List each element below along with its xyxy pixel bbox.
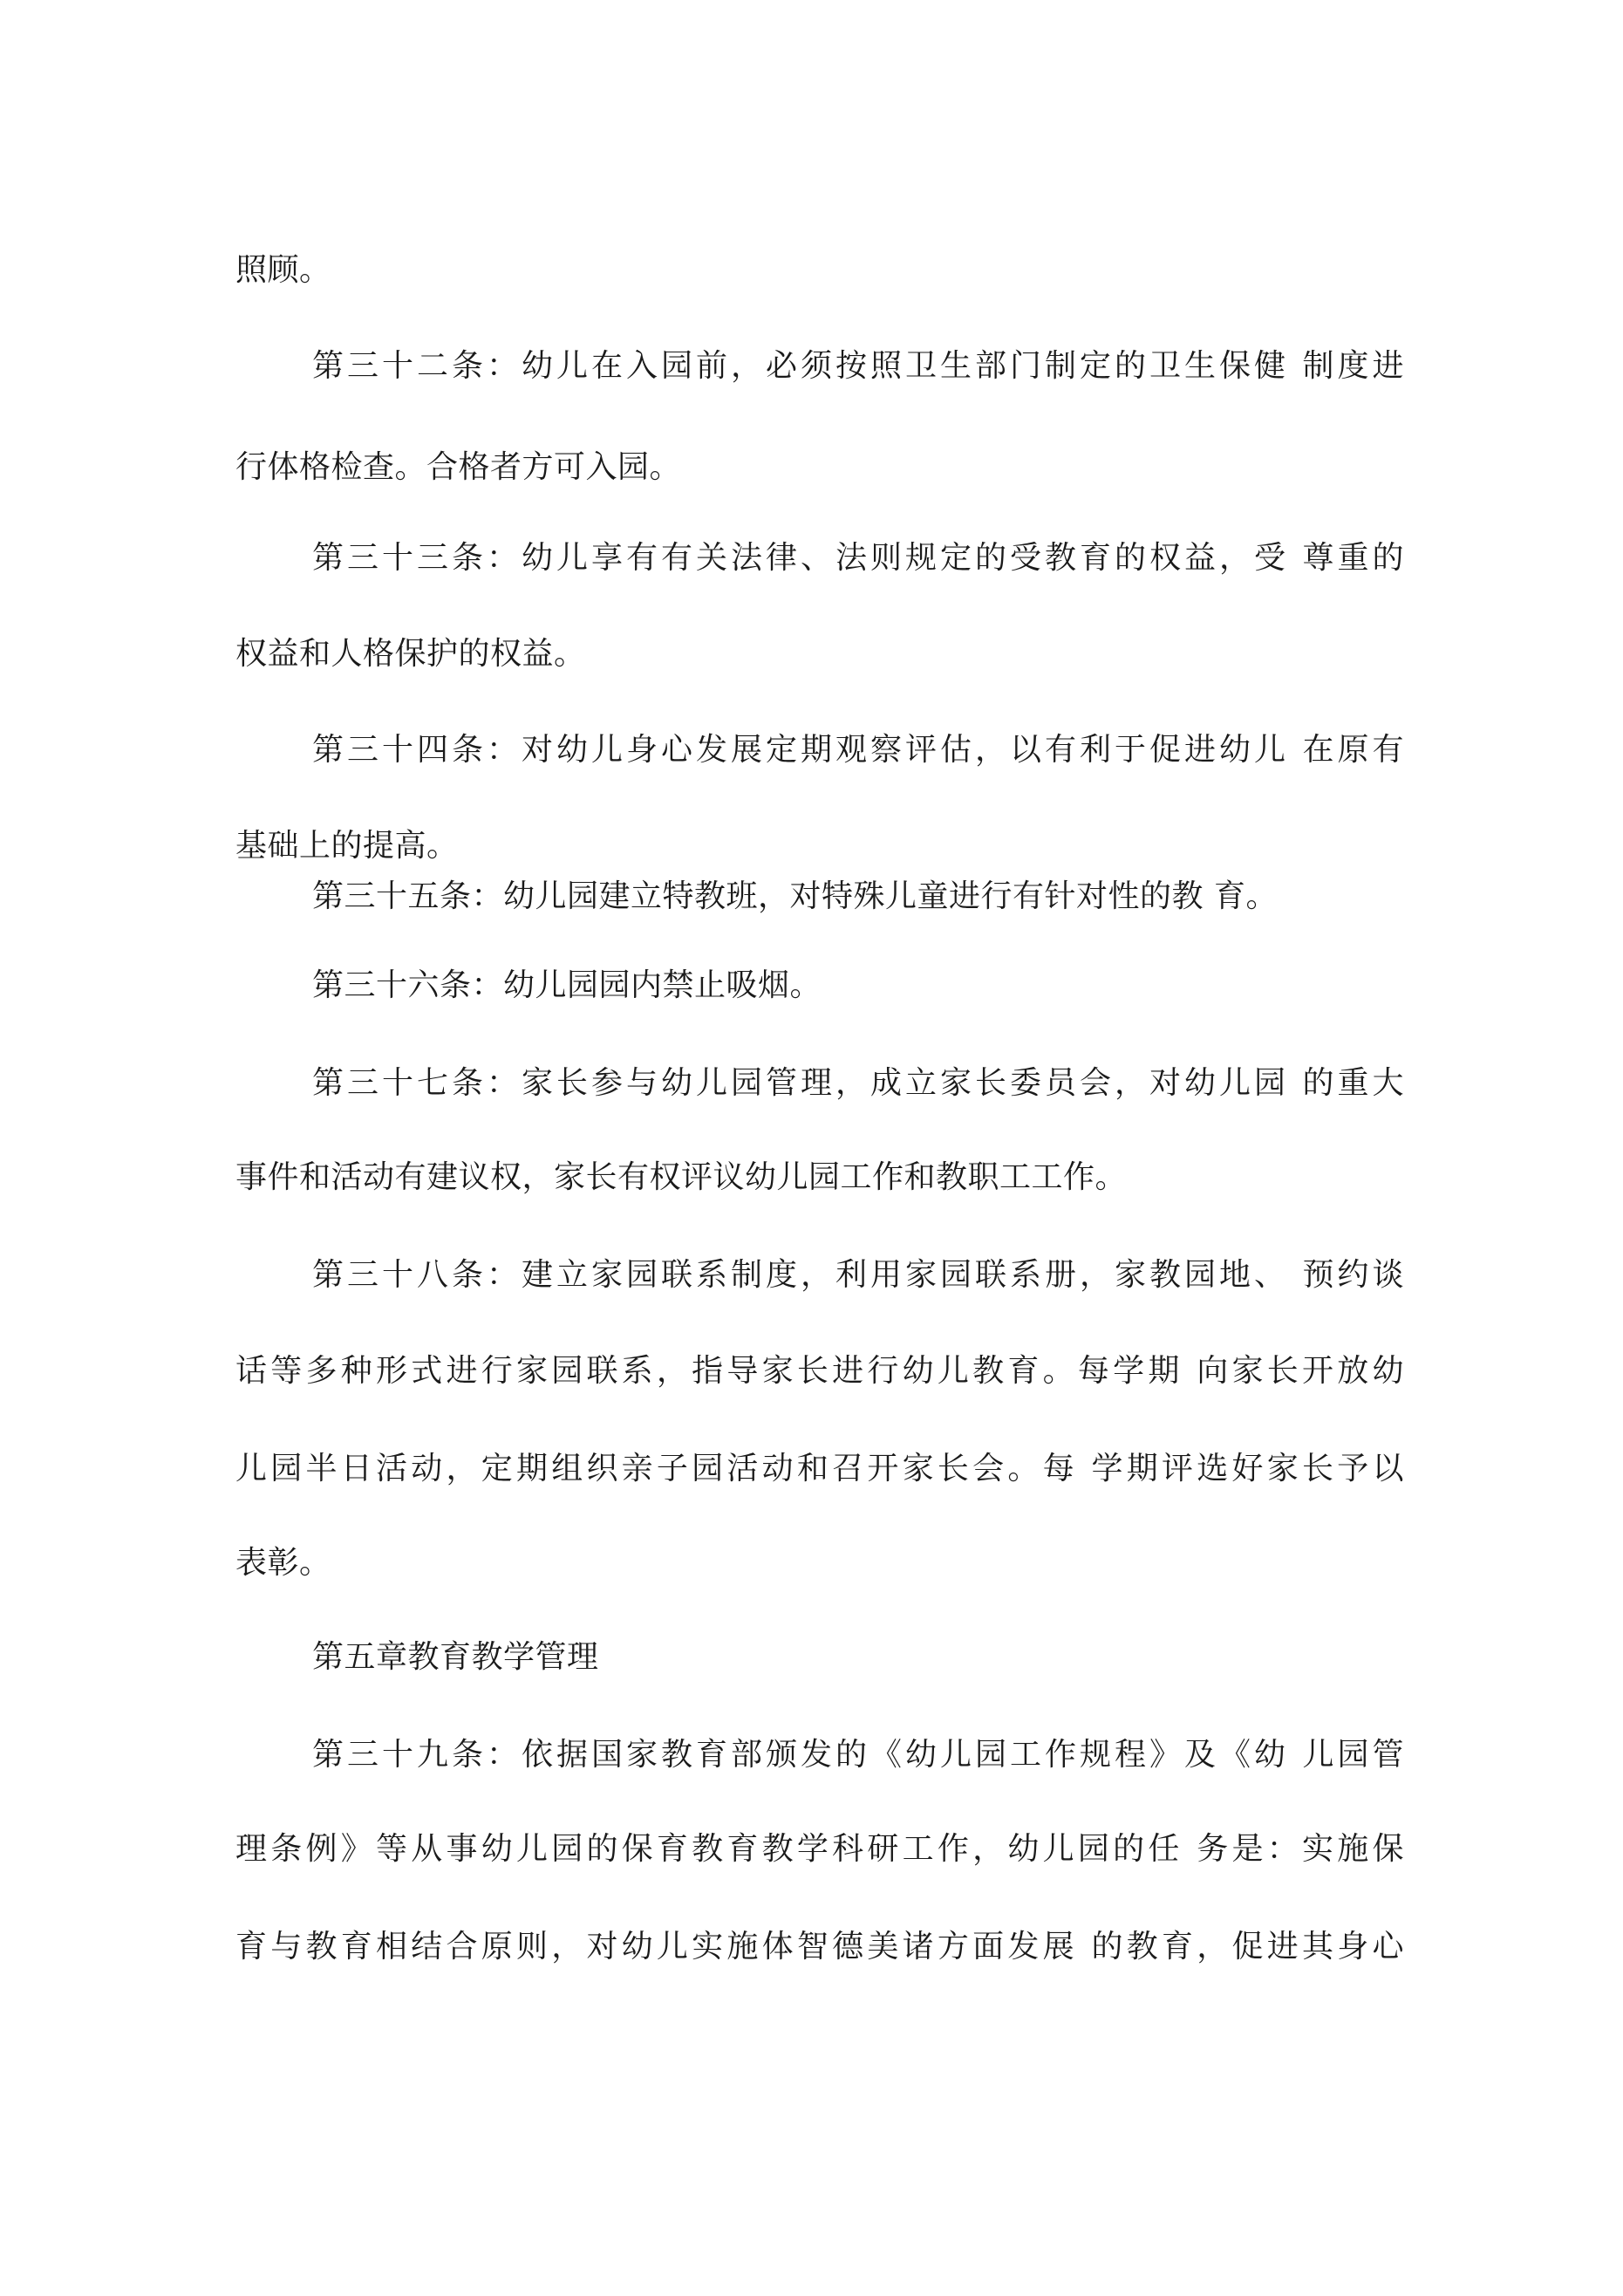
text-line: 理条例》等从事幼儿园的保育教育教学科研工作，幼儿园的任 务是：实施保 (235, 1831, 1404, 1867)
article-34-heading-line: 第三十四条：对幼儿身心发展定期观察评估，以有利于促进幼儿 在原有 (312, 732, 1404, 768)
article-38-heading-line: 第三十八条：建立家园联系制度，利用家园联系册，家教园地、 预约谈 (312, 1257, 1404, 1293)
text-line: 照顾。 (235, 252, 331, 288)
text-line: 权益和人格保护的权益。 (235, 636, 586, 672)
article-36-line: 第三十六条：幼儿园园内禁止吸烟。 (312, 967, 822, 1003)
text-line: 行体格检查。合格者方可入园。 (235, 449, 682, 485)
article-32-heading-line: 第三十二条：幼儿在入园前，必须按照卫生部门制定的卫生保健 制度进 (312, 348, 1404, 384)
text-line: 育与教育相结合原则，对幼儿实施体智德美诸方面发展 的教育，促进其身心 (235, 1929, 1404, 1965)
article-39-heading-line: 第三十九条：依据国家教育部颁发的《幼儿园工作规程》及《幼 儿园管 (312, 1737, 1404, 1773)
chapter-5-heading: 第五章教育教学管理 (312, 1639, 599, 1675)
article-35-line: 第三十五条：幼儿园建立特教班，对特殊儿童进行有针对性的教 育。 (312, 878, 1278, 914)
text-line: 儿园半日活动，定期组织亲子园活动和召开家长会。每 学期评选好家长予以 (235, 1451, 1404, 1486)
text-line: 基础上的提高。 (235, 828, 459, 864)
article-33-heading-line: 第三十三条：幼儿享有有关法律、法则规定的受教育的权益，受 尊重的 (312, 540, 1404, 576)
text-line: 事件和活动有建议权，家长有权评议幼儿园工作和教职工工作。 (235, 1159, 1128, 1195)
text-line: 表彰。 (235, 1545, 331, 1581)
text-line: 话等多种形式进行家园联系，指导家长进行幼儿教育。每学期 向家长开放幼 (235, 1353, 1404, 1389)
article-37-heading-line: 第三十七条：家长参与幼儿园管理，成立家长委员会，对幼儿园 的重大 (312, 1065, 1404, 1101)
